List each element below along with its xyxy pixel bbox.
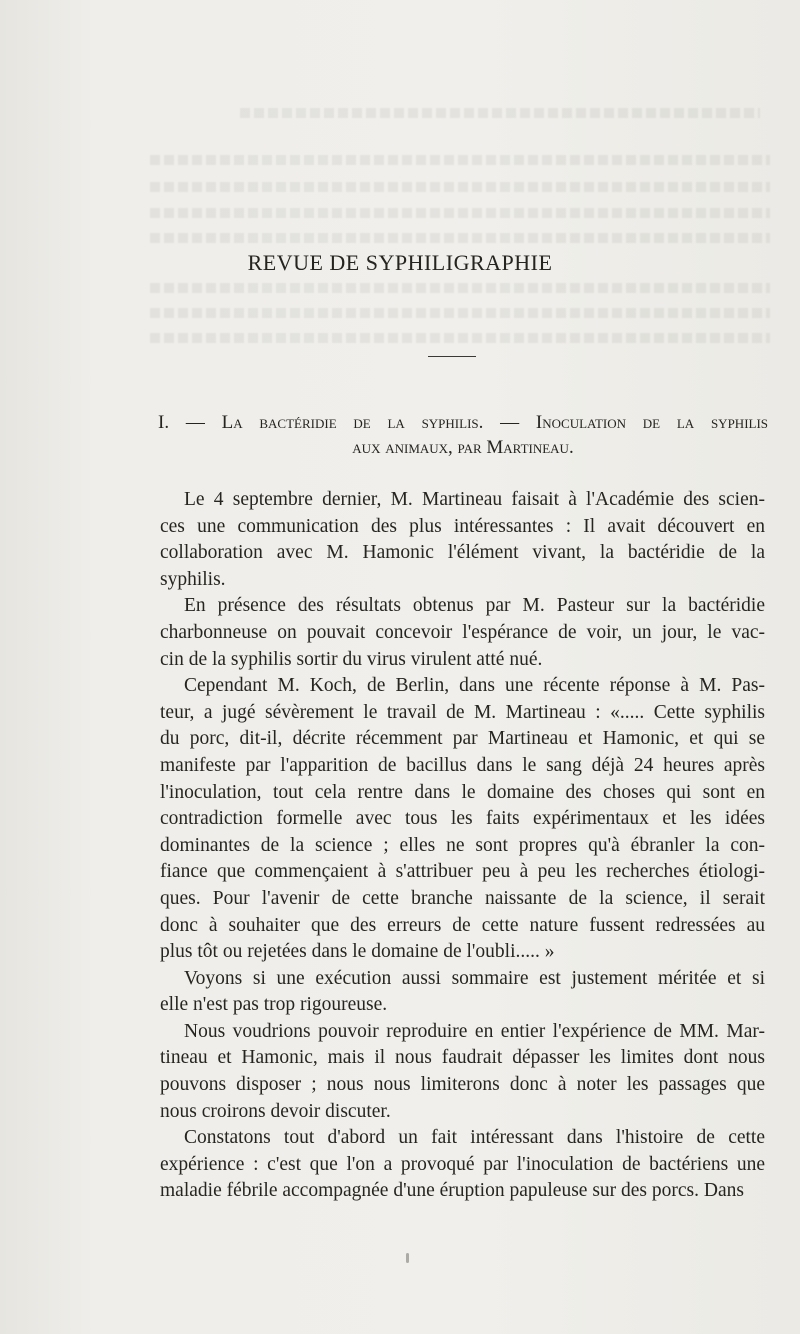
bleed-through-text (150, 333, 770, 343)
text-line: syphilis. (160, 568, 226, 590)
text-line: Nous voudrions pouvoir reproduire en entier l'expérience de MM. Mar- (184, 1020, 765, 1042)
paragraph (160, 673, 765, 966)
text-line: ces une communication des plus intéressantes : Il avait découvert en (160, 515, 765, 537)
paragraph (160, 1125, 765, 1205)
text-line: expérience : c'est que l'on a provoqué par l'inoculation de bactériens une (160, 1153, 765, 1175)
text-line: maladie fébrile accompagnée d'une éruption papuleuse sur des porcs. Dans (160, 1180, 744, 1202)
text-line: charbonneuse on pouvait concevoir l'espérance de voir, un jour, le vac- (160, 621, 765, 643)
bleed-through-text (240, 108, 760, 118)
text-line: tineau et Hamonic, mais il nous faudrait dépasser les limites dont nous (160, 1047, 765, 1069)
text-line: elle n'est pas trop rigoureuse. (160, 994, 388, 1016)
bleed-through-text (150, 283, 770, 293)
page-heading: REVUE DE SYPHILIGRAPHIE (247, 250, 553, 275)
text-line: ques. Pour l'avenir de cette branche naissante de la science, il serait (160, 887, 765, 909)
bleed-through-text (150, 182, 770, 192)
text-line: du porc, dit-il, décrite récemment par Martineau et Hamonic, et qui se (160, 728, 765, 750)
paragraph (160, 966, 765, 1019)
text-line: Constatons tout d'abord un fait intéressant dans l'histoire de cette (184, 1127, 765, 1149)
page-mark (406, 1253, 409, 1263)
text-line: donc à souhaiter que des erreurs de cette nature fussent redressées au (160, 914, 765, 936)
paragraph (160, 487, 765, 593)
text-line: Voyons si une exécution aussi sommaire est justement méritée et si (184, 967, 765, 989)
bleed-through-text (150, 155, 770, 165)
text-line: l'inoculation, tout cela rentre dans le domaine des choses qui sont en (160, 781, 765, 803)
text-line: nous croirons devoir discuter. (160, 1100, 391, 1122)
text-line: plus tôt ou rejetées dans le domaine de l'oubli..... » (160, 941, 555, 963)
text-line: collaboration avec M. Hamonic l'élément vivant, la bactéridie de la (160, 542, 765, 564)
article-body (160, 487, 765, 1205)
section-title-part-2: Inoculation de la syphilis (535, 412, 769, 433)
text-line: fiance que commençaient à s'attribuer peu à peu les recherches étiologi- (160, 861, 765, 883)
bleed-through-text (150, 233, 770, 243)
text-line: pouvons disposer ; nous nous limiterons donc à noter les passages que (160, 1074, 765, 1096)
heading-divider (428, 356, 476, 357)
paragraph (160, 1019, 765, 1125)
bleed-through-text (150, 308, 770, 318)
section-number: I. — (158, 412, 205, 433)
text-line: contradiction formelle avec tous les faits expérimentaux et les idées (160, 808, 765, 830)
section-title-part-3: aux animaux, par (352, 437, 482, 458)
paragraph (160, 593, 765, 673)
text-line: cin de la syphilis sortir du virus virulent atté nué. (160, 648, 543, 670)
section-title-separator: — (500, 412, 520, 433)
text-line: Le 4 septembre dernier, M. Martineau faisait à l'Académie des scien- (184, 489, 765, 510)
text-line: dominantes de la science ; elles ne sont propres qu'à ébranler la con- (160, 834, 765, 856)
text-line: Cependant M. Koch, de Berlin, dans une récente réponse à M. Pas- (184, 675, 765, 697)
section-title-line-2 (158, 435, 768, 460)
section-title-part-1: La bactéridie de la syphilis. (221, 412, 484, 433)
text-line: teur, a jugé sévèrement le travail de M. Martineau : «..... Cette syphilis (160, 701, 765, 723)
section-title (158, 410, 768, 460)
section-author: Martineau. (486, 437, 574, 458)
section-title-line-1 (158, 410, 768, 435)
text-line: manifeste par l'apparition de bacillus dans le sang déjà 24 heures après (160, 754, 765, 776)
bleed-through-text (150, 208, 770, 218)
text-line: En présence des résultats obtenus par M. Pasteur sur la bactéridie (184, 595, 765, 617)
